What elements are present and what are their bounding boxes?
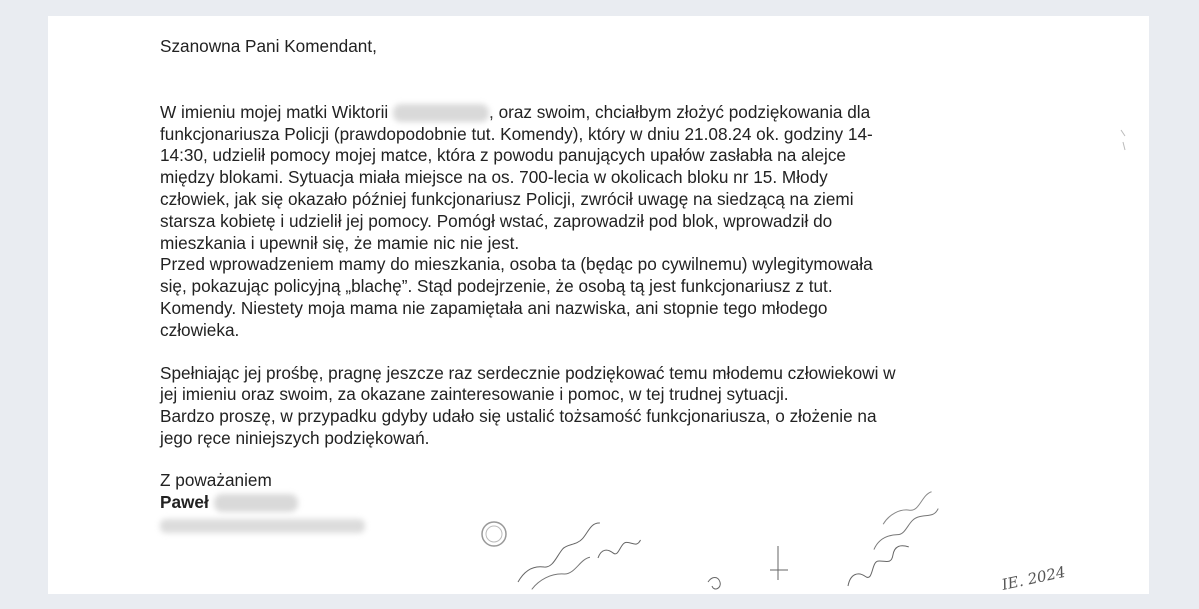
letter-line: starsza kobietę i udzielił jej pomocy. Pomógł wstać, zaprowadził pod blok, wprowadził do <box>160 210 833 231</box>
letter-line: między blokami. Sytuacja miała miejsce na os. 700-lecia w okolicach bloku nr 15. Młody <box>160 167 828 188</box>
letter-paragraph-1 <box>160 102 1060 342</box>
letter-line: funkcjonariusza Policji (prawdopodobnie tut. Komendy), który w dniu 21.08.24 ok. godziny 14- <box>160 123 873 144</box>
letter-line: człowieka. <box>160 319 240 340</box>
letter-line: Komendy. Niestety moja mama nie zapamiętała ani nazwiska, ani stopnie tego młodego <box>160 297 828 318</box>
handwritten-mark <box>708 578 720 589</box>
letter-line: jej imieniu oraz swoim, za okazane zainteresowanie i pomoc, w tej trudnej sytuacji. <box>160 384 789 405</box>
letter-body <box>160 36 1060 533</box>
letter-closing <box>160 470 1060 534</box>
letter-line: Spełniając jej prośbę, pragnę jeszcze raz serdecznie podziękować temu młodemu człowiekowi w <box>160 362 896 383</box>
letter-line: człowiek, jak się okazało później funkcjonariusz Policji, zwrócił uwagę na siedzącą na ziemi <box>160 188 854 209</box>
letter-line: mieszkania i upewnił się, że mamie nic nie jest. <box>160 232 520 253</box>
handwritten-date: IE. 2024 <box>1000 562 1068 594</box>
letter-greeting: Szanowna Pani Komendant, <box>160 36 377 56</box>
redacted-surname <box>393 104 489 122</box>
paragraph-gap <box>160 342 1060 363</box>
redacted-signer-title <box>160 519 365 533</box>
letter-line: się, pokazując policyjną „blachę”. Stąd podejrzenie, że osobą tą jest funkcjonariusz z tut. <box>160 276 833 297</box>
handwritten-note-word <box>596 538 642 560</box>
letter-line: 14:30, udzielił pomocy mojej matce, która z powodu panujących upałów zasłabła na alejce <box>160 145 846 166</box>
letter-paragraph-2 <box>160 363 1060 450</box>
letter-line: jego ręce niniejszych podziękowań. <box>160 427 430 448</box>
redacted-signer-surname <box>214 494 298 512</box>
signer-name: Paweł <box>160 492 1060 514</box>
scan-speck-marks <box>1115 126 1135 166</box>
letter-line: Bardzo proszę, w przypadku gdyby udało się ustalić tożsamość funkcjonariusza, o złożenie na <box>160 406 877 427</box>
letter-line: Przed wprowadzeniem mamy do mieszkania, osoba ta (będąc po cywilnemu) wylegitymowała <box>160 254 873 275</box>
handwritten-mark <box>770 546 788 580</box>
scanned-letter-page <box>48 16 1149 594</box>
letter-line: W imieniu mojej matki Wiktorii , oraz swoim, chciałbym złożyć podziękowania dla <box>160 101 871 122</box>
closing-phrase: Z poważaniem <box>160 469 272 490</box>
